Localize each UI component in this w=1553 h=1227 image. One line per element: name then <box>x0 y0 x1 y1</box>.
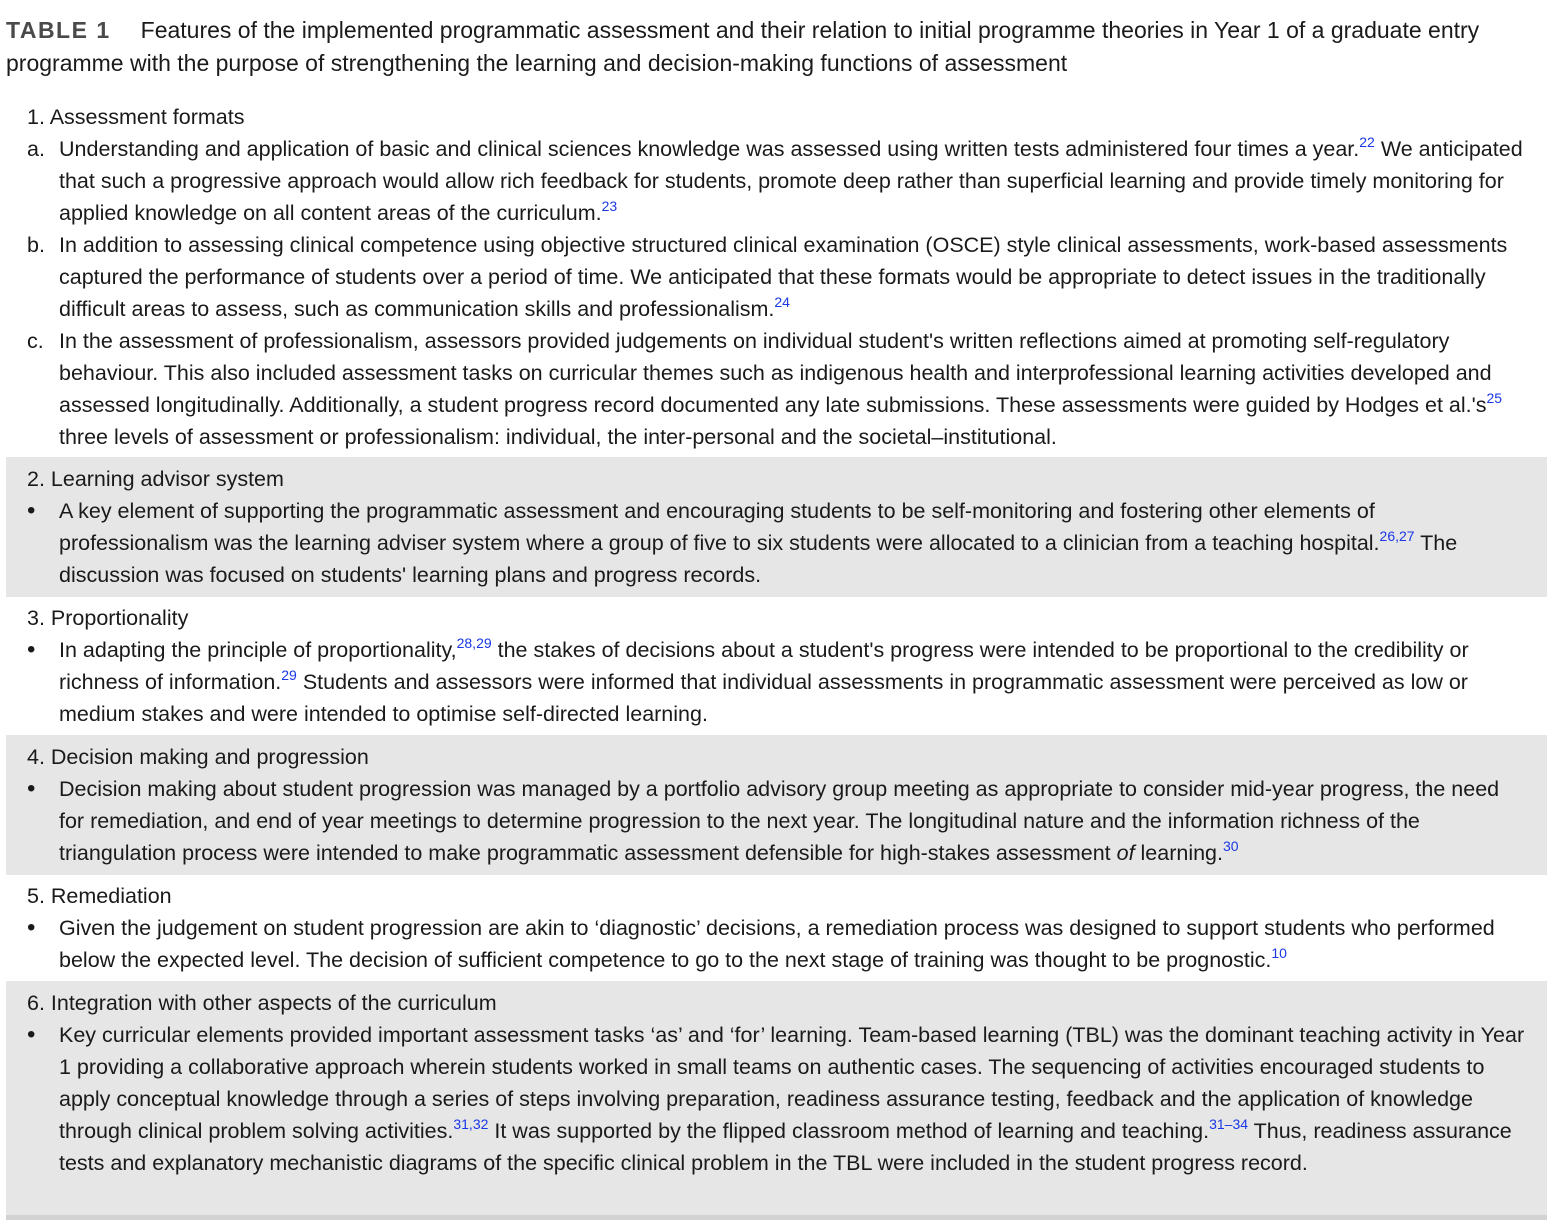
citation-link[interactable]: 26,27 <box>1379 528 1415 544</box>
list-item <box>27 325 1527 453</box>
bullet-icon: • <box>27 497 36 524</box>
citation-link[interactable]: 23 <box>601 198 618 214</box>
table-label: TABLE 1 <box>6 17 111 43</box>
list-item <box>27 229 1527 325</box>
bullet-icon: • <box>27 1021 36 1048</box>
item-marker: a. <box>27 137 45 161</box>
section-title: 3. Proportionality <box>27 606 189 630</box>
item-marker: b. <box>27 233 45 257</box>
citation-link[interactable]: 30 <box>1223 838 1239 854</box>
item-text: The discussion was focused on students' learning plans and progress records. <box>59 531 1458 587</box>
emphasis-text: of <box>1116 841 1135 865</box>
citation-link[interactable]: 24 <box>774 294 790 310</box>
item-text: In adapting the principle of proportionality, <box>59 638 457 662</box>
item-text: Given the judgement on student progression are akin to ‘diagnostic’ decisions, a remediation process was designed to support students who performed below the expected level. The decision of sufficient competence to go to the next stage of training was thought to be prognostic. <box>59 916 1495 972</box>
citation-link[interactable]: 31,32 <box>453 1116 489 1132</box>
section-title: 4. Decision making and progression <box>27 745 369 769</box>
citation-link[interactable]: 22 <box>1359 134 1375 150</box>
list-item <box>27 495 1527 591</box>
section-title: 6. Integration with other aspects of the curriculum <box>27 991 497 1015</box>
bullet-icon: • <box>27 636 36 663</box>
list-item <box>27 634 1527 730</box>
item-text: In the assessment of professionalism, assessors provided judgements on individual student's written reflections aimed at promoting self-regulatory behaviour. This also included assessment tasks on curricular themes such as indigenous health and interprofessional learning activities developed and assessed longitudinally. Additionally, a student progress record documented any late submissions. These assessments were guided by Hodges et al.'s <box>59 329 1492 417</box>
citation-link[interactable]: 28,29 <box>456 635 492 651</box>
list-item <box>27 133 1527 229</box>
bullet-icon: • <box>27 914 36 941</box>
item-text: the stakes of decisions about a student's progress were intended to be proportional to the credibility or richness of information. <box>59 638 1469 694</box>
list-item <box>27 1019 1527 1179</box>
item-text: Key curricular elements provided important assessment tasks ‘as’ and ‘for’ learning. Team-based learning (TBL) was the dominant teaching activity in Year 1 providing a collaborative approach wherein students worked in small teams on authentic cases. The sequencing of activities encouraged students to apply conceptual knowledge through a series of steps involving preparation, readiness assurance testing, feedback and the application of knowledge through clinical problem solving activities. <box>59 1023 1525 1143</box>
section-title: 5. Remediation <box>27 884 172 908</box>
bullet-icon: • <box>27 775 36 802</box>
section-title: 2. Learning advisor system <box>27 467 284 491</box>
table-title: Features of the implemented programmatic assessment and their relation to initial programme theories in Year 1 of a graduate entry programme with the purpose of strengthening the learning and decision-making functions of assessment <box>6 17 1480 76</box>
citation-link[interactable]: 25 <box>1486 390 1503 406</box>
section-title: 1. Assessment formats <box>27 105 245 129</box>
item-text: learning. <box>1134 841 1223 865</box>
section-decision-making <box>6 735 1547 875</box>
section-remediation <box>6 875 1547 981</box>
item-text: We anticipated that such a progressive approach would allow rich feedback for students, promote deep rather than superficial learning and provide timely monitoring for applied knowledge on all content areas of the curriculum. <box>59 137 1523 225</box>
citation-link[interactable]: 29 <box>281 667 297 683</box>
table-bottom-rule <box>6 1215 1547 1220</box>
item-text: Understanding and application of basic and clinical sciences knowledge was assessed using written tests administered four times a year. <box>59 137 1360 161</box>
item-text: It was supported by the flipped classroom method of learning and teaching. <box>488 1119 1210 1143</box>
list-item <box>27 912 1527 976</box>
item-text: Students and assessors were informed that individual assessments in programmatic assessment were perceived as low or medium stakes and were intended to optimise self-directed learning. <box>59 670 1468 726</box>
section-assessment-formats <box>6 100 1547 453</box>
item-text: three levels of assessment or professionalism: individual, the inter-personal and the societal–institutional. <box>59 425 1057 449</box>
item-text: Thus, readiness assurance tests and explanatory mechanistic diagrams of the specific clinical problem in the TBL were included in the student progress record. <box>59 1119 1512 1175</box>
item-marker: c. <box>27 329 44 353</box>
citation-link[interactable]: 31–34 <box>1209 1116 1249 1132</box>
item-text: In addition to assessing clinical competence using objective structured clinical examination (OSCE) style clinical assessments, work-based assessments captured the performance of students over a period of time. We anticipated that these formats would be appropriate to detect issues in the traditionally difficult areas to assess, such as communication skills and professionalism. <box>59 233 1508 321</box>
citation-link[interactable]: 10 <box>1271 945 1287 961</box>
list-item <box>27 773 1527 869</box>
item-text: A key element of supporting the programmatic assessment and encouraging students to be self-monitoring and fostering other elements of professionalism was the learning adviser system where a group of five to six students were allocated to a clinician from a teaching hospital. <box>59 499 1380 555</box>
table-caption <box>6 14 1541 80</box>
section-learning-advisor-system <box>6 457 1547 597</box>
section-integration <box>6 981 1547 1215</box>
item-text: Decision making about student progression was managed by a portfolio advisory group meeting as appropriate to consider mid-year progress, the need for remediation, and end of year meetings to determine progression to the next year. The longitudinal nature and the information richness of the triangulation process were intended to make programmatic assessment defensible for high-stakes assessment <box>59 777 1500 865</box>
section-proportionality <box>6 597 1547 735</box>
